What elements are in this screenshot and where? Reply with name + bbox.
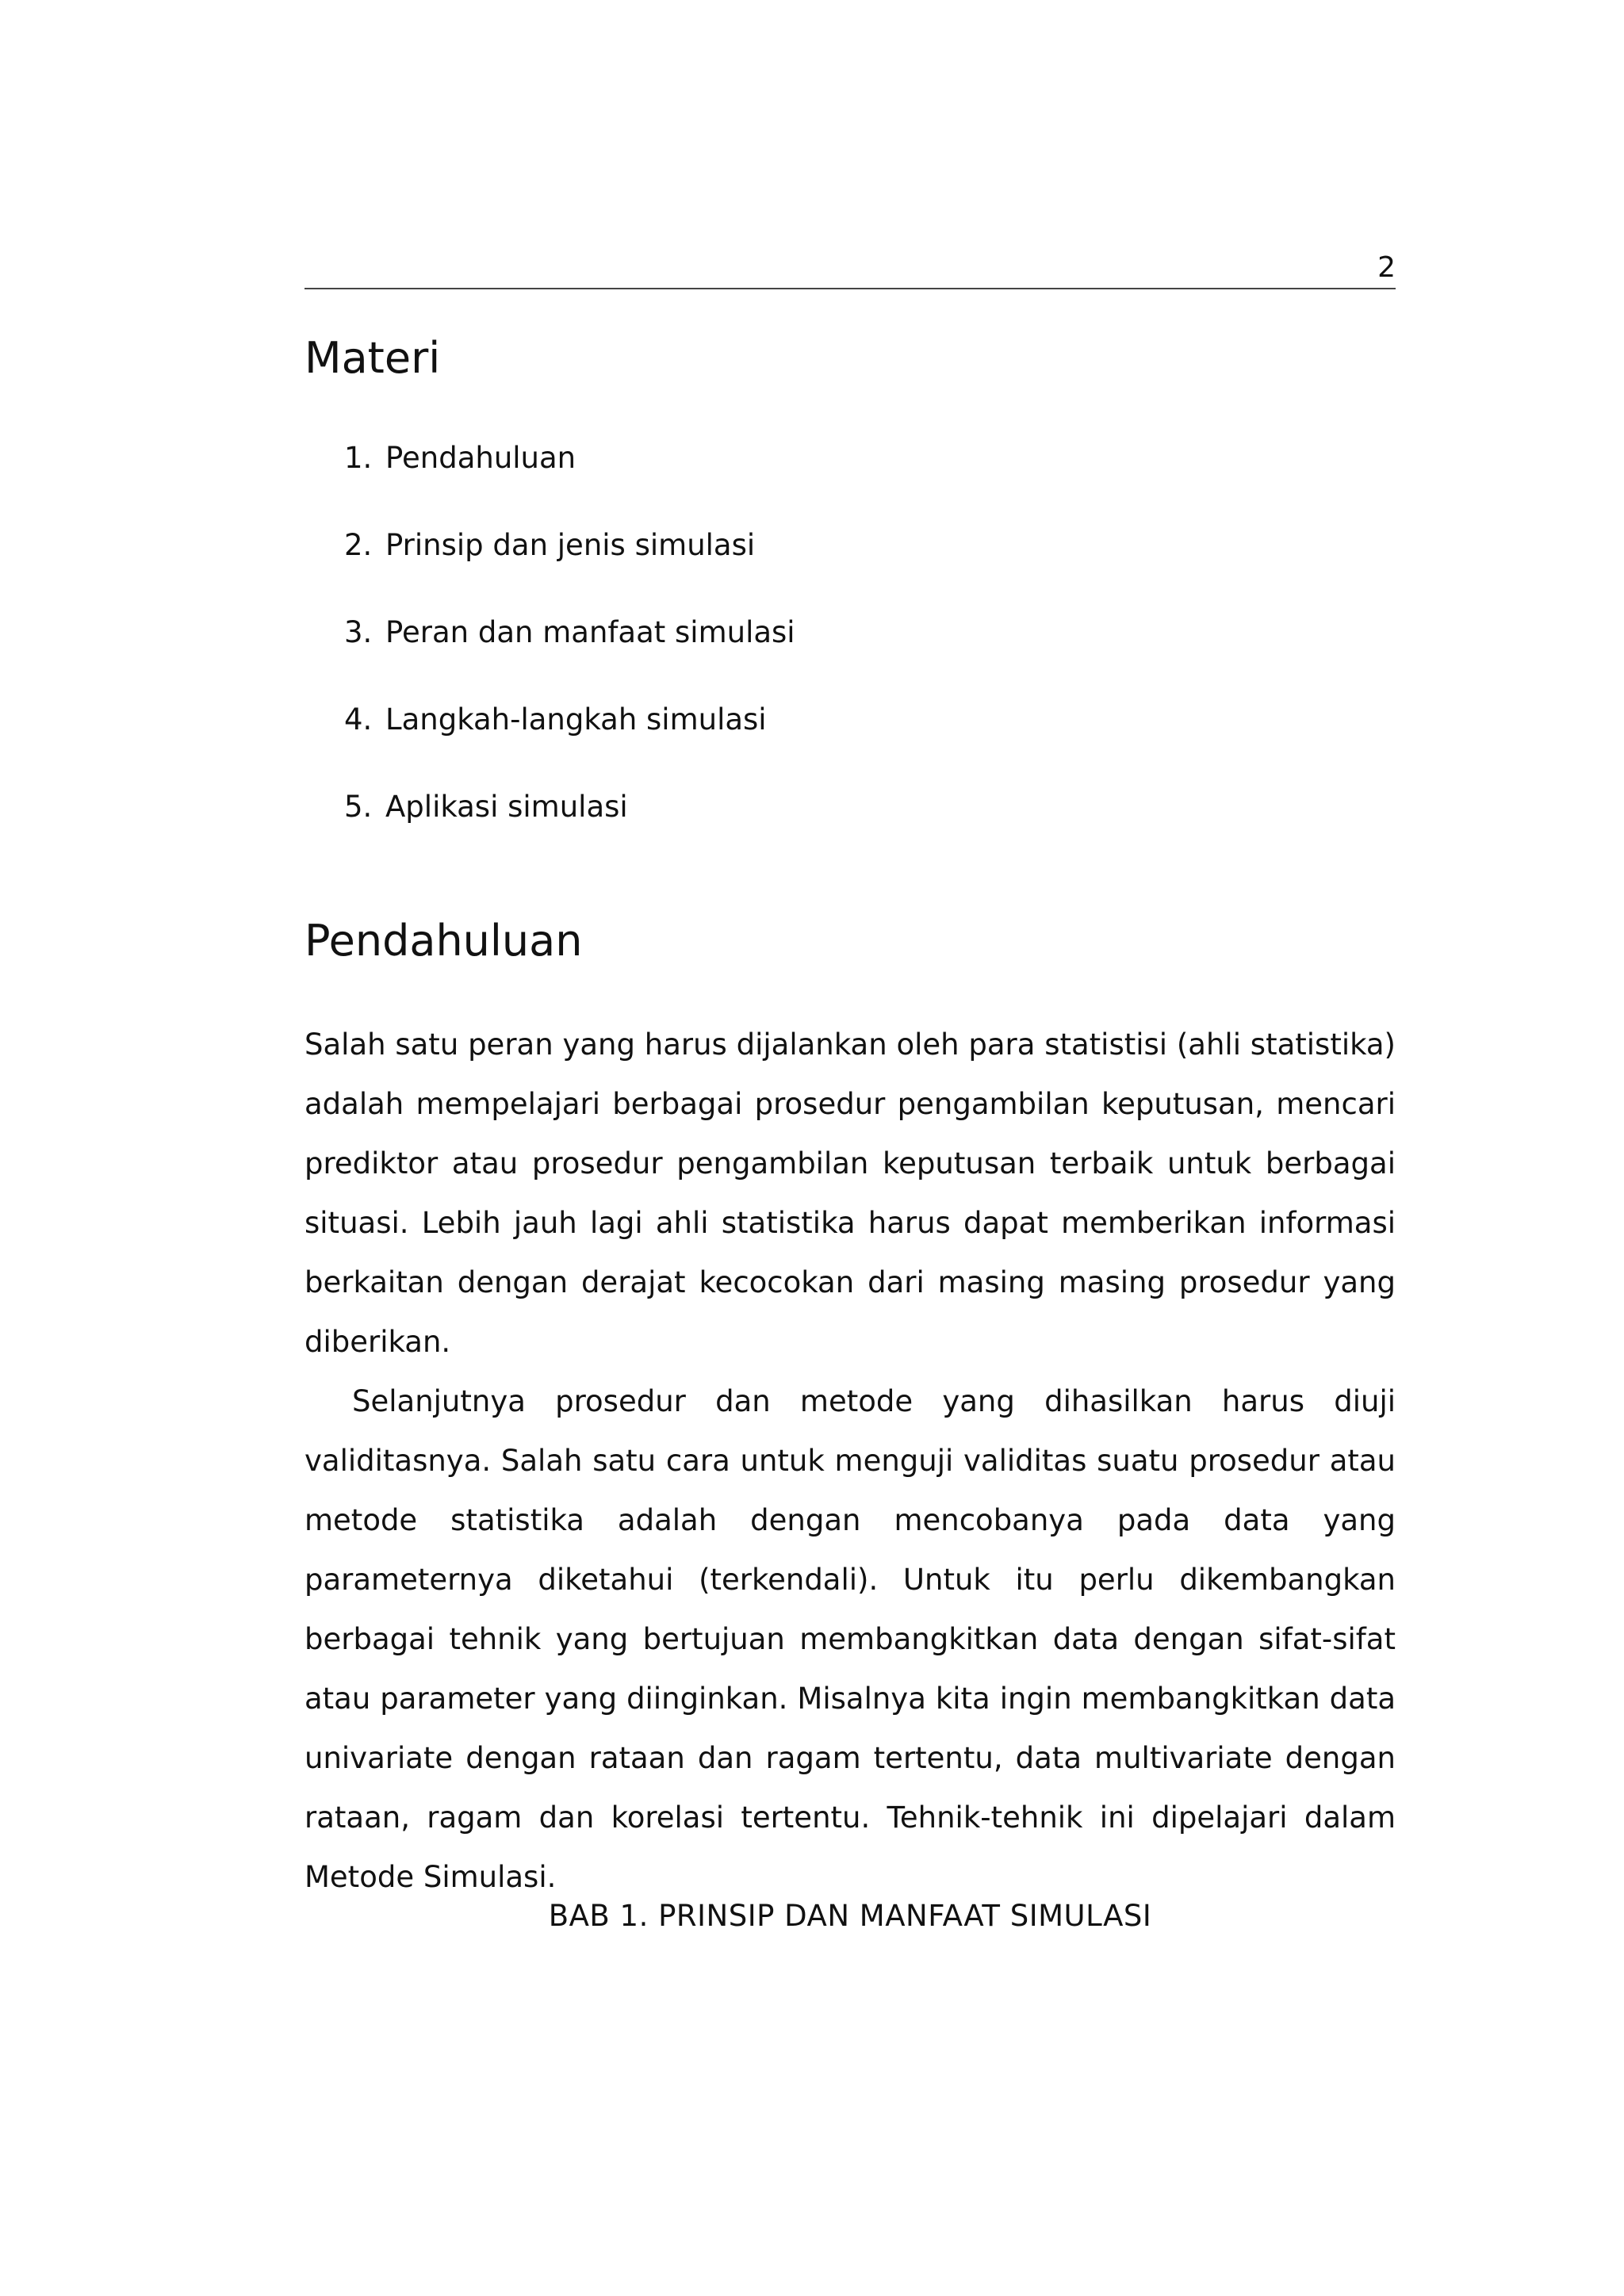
materi-list-item <box>344 783 795 871</box>
materi-item-number: 3. <box>344 615 373 649</box>
body-paragraph: Salah satu peran yang harus dijalankan oleh para statistisi (ahli statistika) adalah mempelajari berbagai prosedur pengambilan keputusan, mencari prediktor atau prosedur pengambilan keputusan terbaik untuk berbagai situasi. Lebih jauh lagi ahli statistika harus dapat memberikan informasi berkaitan dengan derajat kecocokan dari masing masing prosedur yang diberikan. <box>304 1027 1396 1359</box>
materi-item-label: Pendahuluan <box>385 441 576 475</box>
materi-item-number: 2. <box>344 528 373 562</box>
materi-item-label: Langkah-langkah simulasi <box>385 702 767 737</box>
materi-item-number: 1. <box>344 441 373 475</box>
materi-list-item <box>344 696 795 783</box>
pendahuluan-body <box>304 1015 1396 1907</box>
materi-heading: Materi <box>304 333 441 383</box>
materi-item-label: Prinsip dan jenis simulasi <box>385 528 756 562</box>
materi-item-number: 5. <box>344 790 373 824</box>
materi-list-item <box>344 609 795 696</box>
materi-item-number: 4. <box>344 702 373 737</box>
materi-item-label: Aplikasi simulasi <box>385 790 628 824</box>
chapter-footer: BAB 1. PRINSIP DAN MANFAAT SIMULASI <box>548 1899 1152 1933</box>
body-paragraph: Selanjutnya prosedur dan metode yang dihasilkan harus diuji validitasnya. Salah satu cara untuk menguji validitas suatu prosedur atau metode statistika adalah dengan mencobanya pada data yang parameternya diketahui (terkendali). Untuk itu perlu dikembangkan berbagai tehnik yang bertujuan membangkitkan data dengan sifat-sifat atau parameter yang diinginkan. Misalnya kita ingin membangkitkan data univariate dengan rataan dan ragam tertentu, data multivariate dengan rataan, ragam dan korelasi tertentu. Tehnik-tehnik ini dipelajari dalam Metode Simulasi. <box>304 1384 1396 1894</box>
materi-list-item <box>344 434 795 522</box>
page-number: 2 <box>1377 251 1396 284</box>
header-rule <box>304 288 1396 289</box>
pendahuluan-heading: Pendahuluan <box>304 916 583 966</box>
materi-item-label: Peran dan manfaat simulasi <box>385 615 795 649</box>
materi-list-item <box>344 522 795 609</box>
materi-list <box>344 434 795 871</box>
